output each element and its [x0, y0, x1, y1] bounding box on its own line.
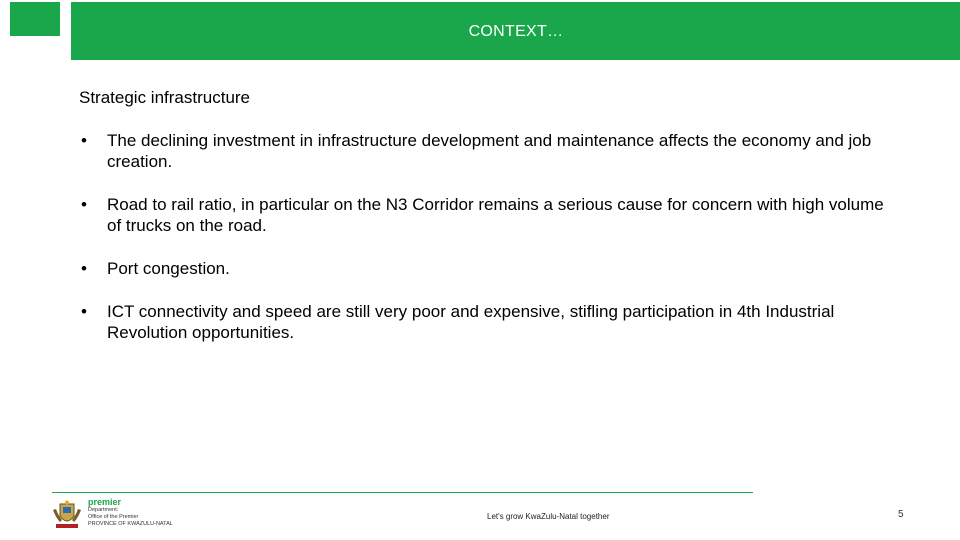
section-title: Strategic infrastructure	[79, 88, 251, 107]
logo-line: Office of the Premier	[88, 514, 139, 520]
logo-line: PROVINCE OF KWAZULU-NATAL	[88, 521, 173, 527]
coat-of-arms-icon	[50, 500, 84, 530]
bullet-text: Road to rail ratio, in particular on the N3 Corridor remains a serious cause for concern with high volume of trucks on the road.	[107, 195, 884, 235]
header-bar	[71, 2, 960, 60]
bullet-text: Port congestion.	[107, 259, 230, 278]
bullet-list	[79, 130, 899, 365]
bullet-dot: •	[81, 131, 87, 150]
bullet-text: The declining investment in infrastructure development and maintenance affects the economy and job creation.	[107, 131, 872, 171]
logo-line: Department:	[88, 507, 119, 513]
bullet-item	[79, 194, 899, 236]
corner-accent-square	[10, 2, 60, 36]
bullet-item	[79, 130, 899, 172]
bullet-dot: •	[81, 195, 87, 214]
page-number: 5	[898, 509, 904, 520]
bullet-dot: •	[81, 259, 87, 278]
logo-title: premier	[88, 497, 122, 507]
footer-divider	[52, 492, 753, 493]
premier-logo-text	[88, 497, 173, 528]
bullet-dot: •	[81, 302, 87, 321]
bullet-item	[79, 301, 899, 343]
footer-tagline: Let's grow KwaZulu-Natal together	[487, 512, 610, 521]
bullet-item	[79, 258, 899, 279]
slide-title: CONTEXT…	[468, 23, 564, 40]
bullet-text: ICT connectivity and speed are still very poor and expensive, stifling participation in 4th Industrial Revolution opportunities.	[107, 302, 835, 342]
